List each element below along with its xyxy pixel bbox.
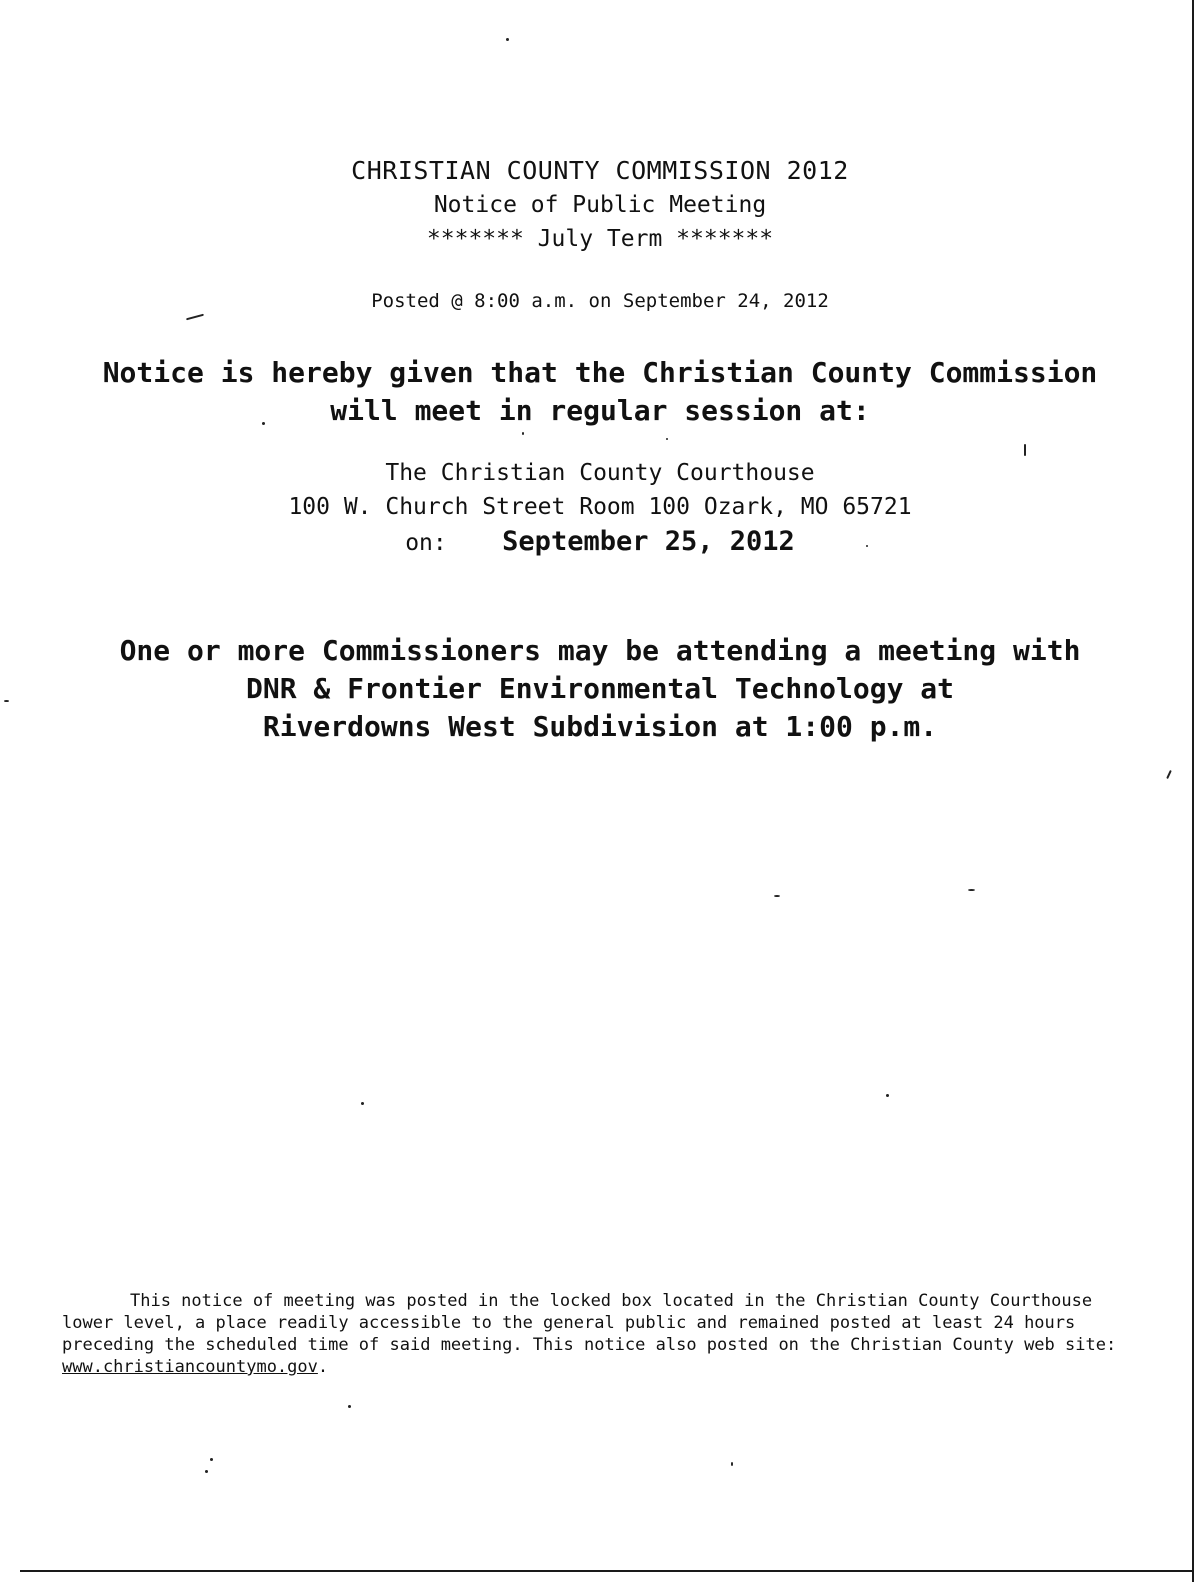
scan-edge-bottom [20, 1570, 1192, 1572]
scan-speck [886, 1094, 889, 1097]
location-address: 100 W. Church Street Room 100 Ozark, MO 65721 [288, 494, 912, 520]
attendance-line-3: Riverdowns West Subdivision at 1:00 p.m. [262, 710, 938, 743]
term-line: ******* July Term ******* [426, 226, 774, 252]
scan-speck [522, 432, 524, 435]
scan-speck [186, 314, 204, 321]
notice-title: CHRISTIAN COUNTY COMMISSION 2012 [351, 156, 849, 185]
scan-speck [348, 1405, 351, 1408]
scan-speck [774, 895, 780, 897]
notice-subtitle: Notice of Public Meeting [433, 192, 767, 218]
scan-speck [731, 1462, 733, 1466]
posted-timestamp: Posted @ 8:00 a.m. on September 24, 2012 [371, 290, 829, 312]
scan-speck [968, 889, 975, 891]
date-on-label: on: [405, 530, 447, 556]
scan-speck [361, 1102, 364, 1105]
scan-speck [506, 38, 509, 41]
attendance-line-1: One or more Commissioners may be attending a meeting with [119, 634, 1081, 667]
scan-speck [1166, 770, 1172, 779]
county-website-link[interactable]: www.christiancountymo.gov [62, 1357, 318, 1377]
posting-footnote [62, 1290, 1152, 1378]
attendance-line-2: DNR & Frontier Environmental Technology at [245, 672, 954, 705]
scan-speck [210, 1458, 213, 1461]
scan-speck [666, 438, 668, 440]
notice-lead-line-1: Notice is hereby given that the Christian County Commission [102, 356, 1098, 389]
location-name: The Christian County Courthouse [385, 460, 815, 486]
scan-speck [1024, 444, 1026, 456]
scan-speck [205, 1470, 208, 1473]
footnote-text: This notice of meeting was posted in the locked box located in the Christian County Courthouse lower level, a place readily accessible to the general public and remained posted at least 24 hours preceding the scheduled time of said meeting. This notice also posted on the Christian County web site: [62, 1291, 1117, 1355]
meeting-date: September 25, 2012 [502, 526, 795, 557]
notice-lead-line-2: will meet in regular session at: [330, 394, 870, 427]
footnote-end-punct: . [317, 1357, 329, 1377]
meeting-date-line [0, 526, 1200, 557]
